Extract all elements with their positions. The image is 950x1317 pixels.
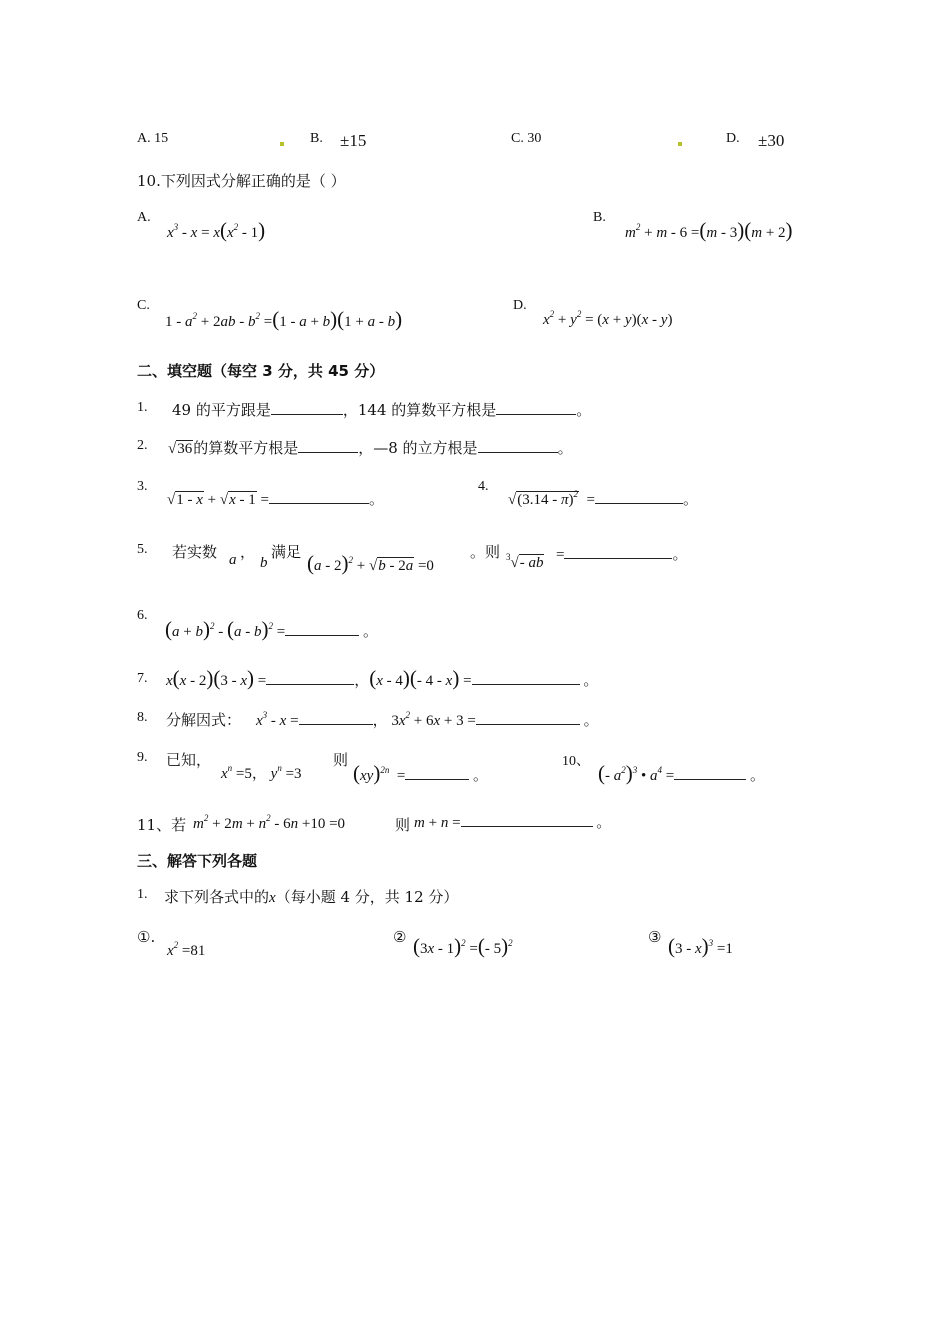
var-b: b — [260, 555, 268, 571]
period: 。 — [473, 768, 489, 784]
fill-2-text-b: ，—8 的立方根是 — [358, 439, 478, 457]
fill-8-formula: $x^3$ - x = ， $3x^2 + 6x + 3$ = 。 — [256, 710, 599, 729]
answer-blank[interactable] — [285, 621, 359, 636]
q10-option-c-formula: $1 - a^2 + 2ab - b^2 =(1 - a + b)(1 + a - b)$ — [165, 307, 403, 331]
item-3-label: ③ — [648, 928, 662, 946]
answer-blank[interactable] — [476, 710, 580, 725]
fill-8-text-a: 分解因式： — [166, 711, 242, 729]
option-a: A. 15 — [137, 131, 169, 146]
period: 。 — [362, 624, 378, 640]
answer-blank[interactable] — [266, 670, 354, 685]
fill-6-number: 6. — [137, 608, 148, 623]
fill-5-text-a: 若实数 — [172, 543, 218, 561]
answer-blank[interactable] — [298, 438, 358, 453]
fill-4-formula: √(3.14 - π)$^2$ = 。 — [508, 489, 698, 508]
fill-1-text-b: ，144 的算数平方根是 — [342, 401, 497, 419]
item-2-formula: (3x - 1)$^2$ =(- 5)$^2$ — [413, 934, 513, 958]
section-3-q1-text-a: 求下列各式中的 — [164, 888, 270, 906]
fill-11-formula: m + n = 。 — [414, 811, 611, 832]
answer-blank[interactable] — [595, 489, 683, 504]
item-2-label: ② — [393, 928, 407, 946]
period: 。 — [749, 768, 765, 784]
option-d-value: ±30 — [758, 131, 785, 150]
answer-blank[interactable] — [564, 544, 672, 559]
fill-9-formula: (xy)$^{2n}$ = 。 — [353, 761, 489, 785]
period: 。 — [672, 547, 688, 563]
q10-option-d-label: D. — [513, 298, 527, 313]
fill-7-formula: x(x - 2)(3 - x) = ，(x - 4)(- 4 - x) = 。 — [166, 666, 599, 690]
fill-2-text-a: 的算数平方根是 — [193, 439, 299, 457]
q10-option-c-label: C. — [137, 298, 150, 313]
period: 。 — [557, 439, 573, 457]
marker-dot — [280, 142, 284, 146]
fill-6-formula: $(a + b)^2 - (a - b)^2$ = 。 — [165, 617, 378, 641]
section-3-q1-text — [164, 886, 458, 907]
fill-7-number: 7. — [137, 671, 148, 686]
comma: ， — [240, 543, 256, 561]
var-x: x — [269, 890, 276, 906]
fill-3-formula: √1 - x + √x - 1 = 。 — [167, 488, 384, 509]
fill-11-then: 则 — [395, 816, 411, 834]
fill-5-text-c: 。则 — [470, 543, 501, 561]
item-1-label: ①. — [137, 928, 156, 946]
fill-11-text: 11、若 — [137, 816, 187, 834]
q10-option-d-formula: $x^2 + y^2 = (x + y)(x - y)$ — [543, 309, 673, 328]
item-1-formula: $x^2 =81$ — [167, 940, 206, 959]
answer-blank[interactable] — [405, 765, 469, 780]
period: 。 — [596, 815, 612, 831]
answer-blank[interactable] — [299, 710, 373, 725]
fill-10-number: 10、 — [562, 754, 590, 769]
fill-4-number: 4. — [478, 479, 489, 494]
fill-8-number: 8. — [137, 710, 148, 725]
answer-blank[interactable] — [472, 670, 580, 685]
answer-blank[interactable] — [461, 812, 593, 827]
answer-blank[interactable] — [478, 438, 558, 453]
answer-blank[interactable] — [674, 765, 746, 780]
fill-5-answer: = 。 — [556, 543, 687, 564]
var-a: a — [229, 552, 237, 568]
fill-1-text — [172, 399, 591, 420]
section-3-q1-number: 1. — [137, 887, 148, 902]
section-3-q1-text-b: （每小题 4 分，共 12 分） — [275, 888, 459, 906]
fill-5-text-b: 满足 — [271, 543, 302, 561]
fill-5-number: 5. — [137, 542, 148, 557]
period: 。 — [583, 713, 599, 729]
period: 。 — [583, 673, 599, 689]
q10-option-b-label: B. — [593, 210, 606, 225]
item-3-formula: (3 - x)$^3$ =1 — [668, 934, 733, 958]
fill-9-then: 则 — [333, 751, 349, 769]
answer-blank[interactable] — [271, 400, 343, 415]
q10-option-a-label: A. — [137, 210, 151, 225]
question-10-title: 10.下列因式分解正确的是（ ） — [137, 172, 346, 190]
period: 。 — [369, 492, 385, 508]
q10-option-a-formula: $x^3 - x = x(x^2 - 1)$ — [167, 218, 266, 242]
answer-blank[interactable] — [496, 400, 576, 415]
fill-5-condition-formula: (a - 2)$^2$ + √b - 2a =0 — [307, 551, 434, 575]
period: 。 — [576, 401, 592, 419]
fill-1-text-a: 49 的平方跟是 — [172, 401, 271, 419]
fill-2-text — [168, 437, 573, 458]
fill-10-formula: (- $a^2)^3$ • $a^4$ = 。 — [598, 761, 765, 785]
fill-9-condition-formula: $x^n =5$， $y^n =3$ — [221, 763, 302, 782]
sqrt-36-formula: √36 — [168, 441, 193, 457]
marker-dot — [678, 142, 682, 146]
q10-option-b-formula: $m^2 + m - 6 =(m - 3)(m + 2)$ — [625, 218, 793, 242]
fill-9-number: 9. — [137, 750, 148, 765]
period: 。 — [682, 492, 698, 508]
answer-blank[interactable] — [269, 489, 369, 504]
fill-5-cbrt-formula: $^3$√- ab — [506, 552, 544, 571]
section-2-heading: 二、填空题（每空 3 分，共 45 分） — [137, 362, 385, 380]
fill-1-number: 1. — [137, 400, 148, 415]
fill-3-number: 3. — [137, 479, 148, 494]
fill-9-text-a: 已知， — [166, 751, 212, 769]
option-c: C. 30 — [511, 131, 542, 146]
option-b-value: ±15 — [340, 131, 367, 150]
option-b-label: B. — [310, 131, 323, 146]
option-d-label: D. — [726, 131, 740, 146]
section-3-heading: 三、解答下列各题 — [137, 852, 258, 870]
fill-11-condition-formula: $m^2 + 2m + n^2 - 6n +10 =0$ — [193, 813, 346, 832]
fill-2-number: 2. — [137, 438, 148, 453]
